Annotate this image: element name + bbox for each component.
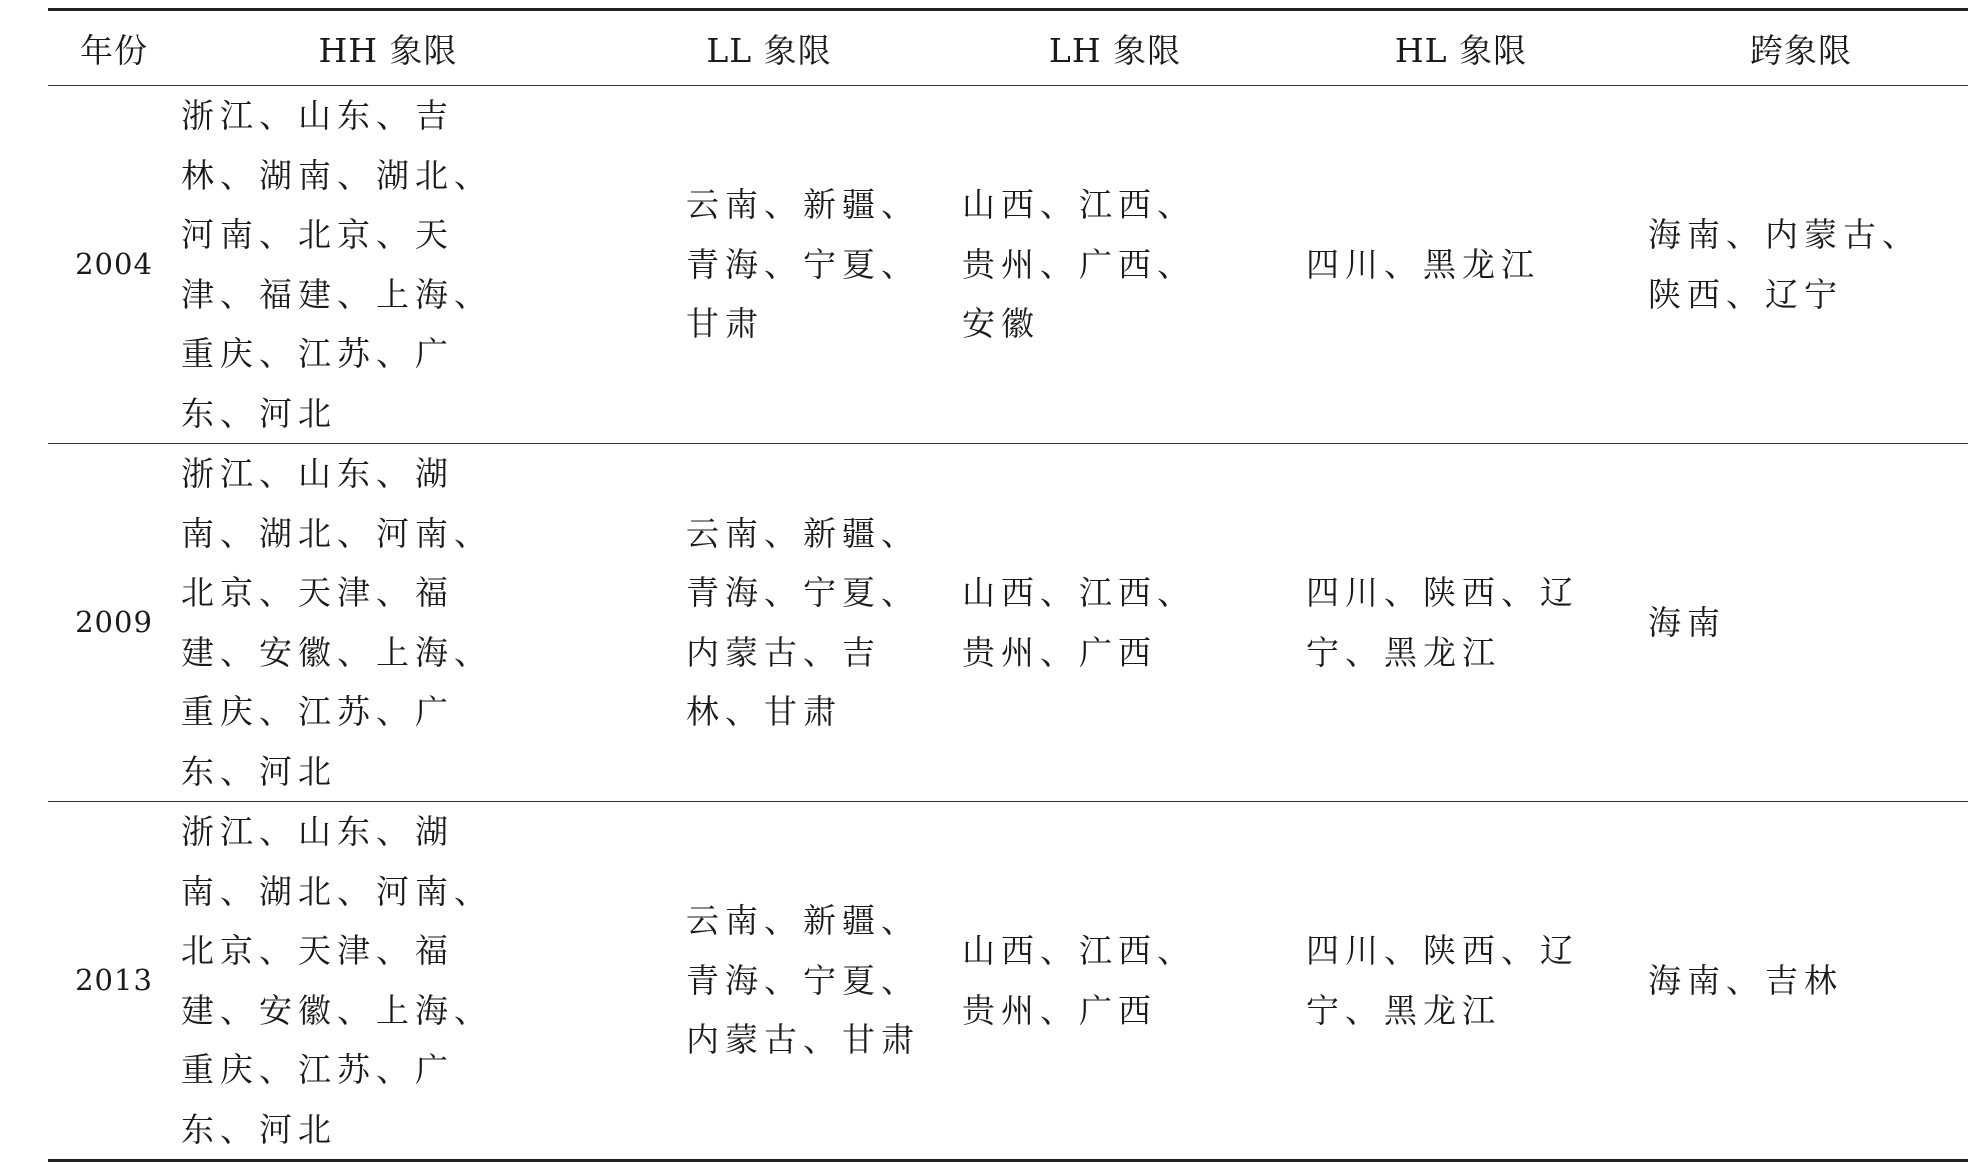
cross-cell	[1634, 802, 1968, 1161]
ll-cell	[596, 802, 942, 1161]
header-cross-quadrant: 跨象限	[1750, 30, 1852, 70]
cross-provinces: 海南、内蒙古、陕西、辽宁	[1648, 215, 1921, 314]
ll-cell	[596, 86, 942, 444]
header-ll-quadrant: LL 象限	[706, 30, 832, 70]
hh-provinces: 浙江、山东、吉林、湖南、湖北、河南、北京、天津、福建、上海、重庆、江苏、广东、河北	[181, 96, 493, 433]
hh-provinces: 浙江、山东、湖南、湖北、河南、北京、天津、福建、安徽、上海、重庆、江苏、广东、河北	[181, 812, 493, 1149]
cross-cell	[1634, 444, 1968, 802]
table-row	[48, 444, 1968, 802]
header-hh-quadrant: HH 象限	[318, 30, 458, 70]
table-body	[48, 86, 1968, 1161]
lh-cell	[942, 86, 1288, 444]
lh-cell	[942, 802, 1288, 1161]
year-cell: 2013	[75, 962, 153, 997]
header-hl-quadrant: HL 象限	[1394, 30, 1528, 70]
lh-provinces: 山西、江西、贵州、广西	[962, 573, 1196, 672]
table-row	[48, 86, 1968, 444]
cross-cell	[1634, 86, 1968, 444]
hh-cell	[180, 86, 596, 444]
cross-provinces: 海南、吉林	[1648, 960, 1843, 1000]
cross-provinces: 海南	[1648, 602, 1726, 642]
table-row	[48, 802, 1968, 1161]
year-cell: 2004	[75, 246, 153, 281]
lh-provinces: 山西、江西、贵州、广西、安徽	[962, 185, 1196, 344]
hl-cell	[1288, 802, 1634, 1161]
hh-cell	[180, 802, 596, 1161]
hl-cell	[1288, 444, 1634, 802]
table-header	[48, 10, 1968, 86]
header-year: 年份	[80, 30, 148, 70]
quadrant-table	[48, 8, 1968, 1162]
hh-provinces: 浙江、山东、湖南、湖北、河南、北京、天津、福建、安徽、上海、重庆、江苏、广东、河北	[181, 454, 493, 791]
hl-provinces: 四川、黑龙江	[1306, 244, 1540, 284]
ll-provinces: 云南、新疆、青海、宁夏、甘肃	[686, 185, 920, 344]
hl-cell	[1288, 86, 1634, 444]
year-cell: 2009	[75, 604, 153, 639]
ll-provinces: 云南、新疆、青海、宁夏、内蒙古、甘肃	[686, 901, 920, 1060]
hl-provinces: 四川、陕西、辽宁、黑龙江	[1306, 931, 1579, 1030]
lh-cell	[942, 444, 1288, 802]
ll-cell	[596, 444, 942, 802]
header-row	[48, 10, 1968, 86]
hl-provinces: 四川、陕西、辽宁、黑龙江	[1306, 573, 1579, 672]
header-lh-quadrant: LH 象限	[1048, 30, 1182, 70]
lh-provinces: 山西、江西、贵州、广西	[962, 931, 1196, 1030]
ll-provinces: 云南、新疆、青海、宁夏、内蒙古、吉林、甘肃	[686, 513, 920, 731]
quadrant-table-container	[48, 8, 1968, 1162]
hh-cell	[180, 444, 596, 802]
